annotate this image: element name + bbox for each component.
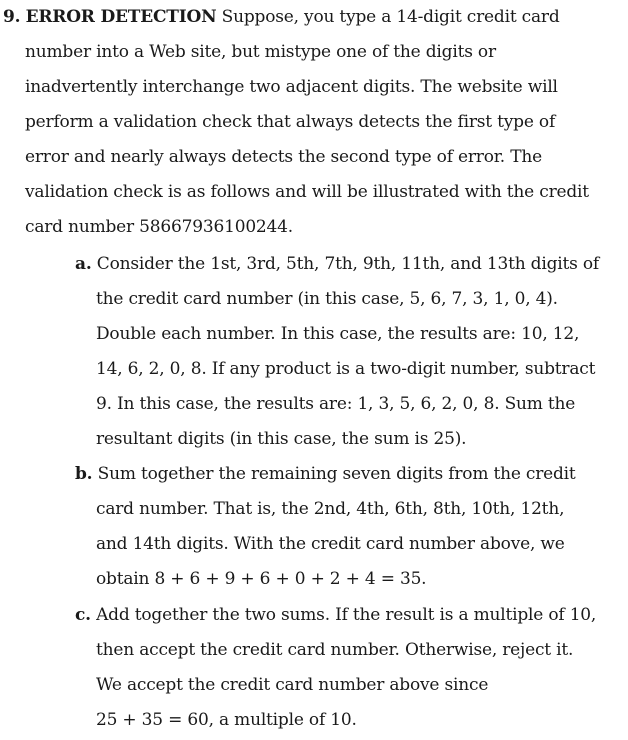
part-label: b. [75,464,93,484]
part-line: and 14th digits. With the credit card number above, we [96,534,565,554]
part-line: 14, 6, 2, 0, 8. If any product is a two-digit number, subtract [96,359,596,379]
part-line: resultant digits (in this case, the sum is 25). [96,429,467,449]
intro-line: number into a Web site, but mistype one of the digits or [25,42,496,62]
part-line: Add together the two sums. If the result is a multiple of 10, [96,605,597,625]
part-a-first-line [75,253,599,275]
problem-heading: ERROR DETECTION [25,7,217,27]
part-line: 9. In this case, the results are: 1, 3, 5, 6, 2, 0, 8. Sum the [96,394,576,414]
problem-heading-line [3,6,560,28]
part-label: a. [75,254,92,274]
intro-line: validation check is as follows and will be illustrated with the credit [25,182,589,202]
part-c-first-line [75,604,596,626]
intro-line: perform a validation check that always detects the first type of [25,112,556,132]
part-line: obtain 8 + 6 + 9 + 6 + 0 + 2 + 4 = 35. [96,569,427,589]
part-line: Sum together the remaining seven digits from the credit [97,464,576,484]
part-line: then accept the credit card number. Otherwise, reject it. [96,640,574,660]
intro-line: error and nearly always detects the second type of error. The [25,147,542,167]
intro-line: Suppose, you type a 14-digit credit card [221,7,560,27]
part-line: the credit card number (in this case, 5, 6, 7, 3, 1, 0, 4). [96,289,558,309]
part-line: Double each number. In this case, the results are: 10, 12, [96,324,580,344]
problem-number: 9. [3,7,21,27]
intro-line: inadvertently interchange two adjacent digits. The website will [25,77,558,97]
part-line: 25 + 35 = 60, a multiple of 10. [96,710,357,730]
intro-line: card number 58667936100244. [25,217,293,237]
part-line: We accept the credit card number above since [96,675,489,695]
part-label: c. [75,605,91,625]
part-line: card number. That is, the 2nd, 4th, 6th, 8th, 10th, 12th, [96,499,565,519]
part-line: Consider the 1st, 3rd, 5th, 7th, 9th, 11th, and 13th digits of [96,254,599,274]
part-b-first-line [75,463,576,485]
